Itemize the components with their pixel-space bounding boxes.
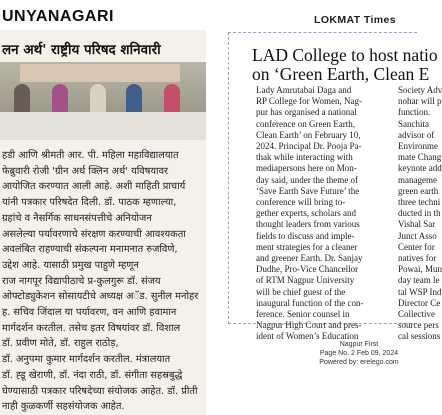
article-text-line: अवलंबित राहण्याची संकल्पना मनामनात रुजविणे,	[2, 244, 178, 256]
article-text-line: Collective	[398, 309, 435, 320]
article-text-line: ग्रहांचे व नैसर्गिक साधनसंपत्तीचे अनियोजन	[2, 212, 152, 224]
footer-line: Powered by: erelego.com	[319, 359, 399, 366]
marathi-article	[0, 30, 206, 415]
article-column-1	[256, 85, 398, 343]
article-text-line: mediapersons here on Mon-	[256, 163, 357, 174]
article-text-line: fields to discuss and imple-	[256, 230, 355, 241]
left-clipping	[0, 0, 210, 415]
footer-line: Nagpur First	[339, 341, 379, 348]
article-text-line: day said, under the theme of	[256, 174, 358, 185]
article-text-line: and greener Earth. Dr. Sanjay	[256, 253, 363, 264]
article-text-line: मार्गदर्शन करतील. तसेच इतर विषयांवर डॉ. विशाल	[2, 322, 181, 334]
article-text-line: असलेल्या पर्यावरणाचे संरक्षण करण्याची आवश्यकता	[2, 228, 186, 240]
article-photo	[0, 62, 206, 140]
article-text-line: Junct Asso	[398, 230, 437, 241]
article-text-line: उद्देश आहे. यासाठी प्रमुख पाहुणे म्हणून	[2, 259, 139, 271]
article-text-line: thought leaders from various	[256, 219, 360, 230]
article-headline: लन अर्थ' राष्ट्रीय परिषद शनिवारी	[2, 42, 161, 58]
article-text-line: advisor of	[398, 129, 435, 140]
person-figure	[52, 84, 68, 114]
article-text-line: RP College for Women, Nag-	[256, 96, 363, 107]
article-text-line: ment strategies for a cleaner	[256, 241, 358, 252]
person-figure	[90, 84, 106, 114]
stage-banner	[20, 64, 180, 82]
article-text-line: natives for	[398, 253, 437, 264]
article-text-line: manageme	[398, 174, 437, 185]
article-text-line: Lady Amrutabai Daga and	[256, 85, 352, 95]
article-text-line: inaugural function of the con-	[256, 297, 364, 308]
article-text-line: tal WSP Ind	[398, 286, 442, 297]
article-text-line: conference will bring to-	[256, 197, 346, 208]
clipping-footer	[314, 340, 404, 367]
article-text-line: will be chief guest of the	[256, 286, 346, 297]
article-text-line: ducted in th	[398, 208, 441, 219]
person-figure	[126, 84, 142, 114]
article-text-line: ‘Save Earth Save Future’ the	[256, 185, 360, 196]
article-text-line: Nagpur High Court and pres-	[256, 320, 362, 331]
article-headline	[252, 45, 438, 84]
headline-line: on ‘Green Earth, Clean E	[252, 64, 430, 84]
person-figure	[14, 84, 30, 114]
article-text-line: ह. सचिव जिंदाल या पर्यावरण, वन आणि हवामान	[2, 307, 177, 319]
article-text-line: conference on Green Earth,	[256, 118, 355, 129]
article-text-line: आयोजित करण्यात आली आहे. अशी माहिती प्राचार्य	[2, 181, 186, 193]
article-text-line: घेण्यासाठी पत्रकार परिषदेच्या संयोजक आहेत. डॉ. प्रीती	[2, 385, 198, 397]
article-text-line: यांनी पत्रकार परिषदेत दिली. डॉ. पाठक म्हणाल्या,	[2, 197, 177, 209]
article-text-line: nohar will p	[398, 96, 442, 107]
article-text-line: नाही कुळकर्णी सहसंयोजक आहेत.	[2, 401, 125, 413]
article-text-line: green earth	[398, 185, 439, 196]
article-text-line: of RTM Nagpur University	[256, 275, 355, 286]
article-text-line: ference. Senior counsel in	[256, 309, 350, 320]
article-text-line: राज नागपूर विद्यापीठाचे प्र-कुलगुरू डॉ. संजय	[2, 275, 161, 287]
article-text-line: Clean Earth’ on February 10,	[256, 129, 361, 140]
article-text-line: cal sessions	[398, 331, 441, 342]
conference-table	[0, 112, 206, 140]
article-column-2	[398, 85, 442, 343]
article-text-line: डॉ. अनुपमा कुमार मार्गदर्शन करतील. मंत्रालयात	[2, 354, 171, 366]
article-text-line: डॉ. प्रवीण मोते, डॉ. राहुल राठोड़,	[2, 338, 119, 350]
person-figure	[164, 84, 180, 114]
article-text-line: डॉ. ह्डू खेराणी, डॉ. नंदा राठी, डॉ. संगीता सहस्रबुद्धे	[2, 369, 183, 381]
article-text-line: function.	[398, 107, 431, 118]
article-text-line: Sanchita	[398, 118, 429, 129]
article-text-line: three techni	[398, 197, 441, 208]
article-text-line: 2024. Principal Dr. Pooja Pa-	[256, 141, 362, 152]
newspaper-name: LOKMAT Times	[314, 14, 397, 26]
article-text-line: Director Ce	[398, 297, 441, 308]
article-text-line: day team le	[398, 275, 440, 286]
article-text-line: ident of Women’s Education	[256, 331, 359, 342]
article-text-line: Vishal Sar	[398, 219, 436, 230]
article-text-line: gether experts, scholars and	[256, 208, 356, 219]
article-text-line: keynote add	[398, 163, 442, 174]
article-text-line: Dudhe, Pro-Vice Chancellor	[256, 264, 359, 275]
article-text-line: Center for	[398, 241, 435, 252]
article-text-line: source pers	[398, 320, 439, 331]
article-text-line: फेब्रुवारी रोजी 'ग्रीन अर्थ क्लिन अर्थ' यविषयावर	[2, 165, 169, 177]
article-text-line: Powai, Mun	[398, 264, 442, 275]
article-body	[2, 148, 204, 415]
article-text-line: Society Adv	[398, 85, 442, 95]
right-clipping	[222, 0, 442, 415]
article-text-line: thak while interacting with	[256, 152, 353, 163]
article-text-line: ओफ्टोड्युकेशन सोसायटीचे अध्यक्ष अॅड. सुनील मनोहर	[2, 291, 199, 303]
article-text-line: mate Chang	[398, 152, 442, 163]
article-text-line: pur has organised a national	[256, 107, 357, 118]
newspaper-masthead: UNYANAGARI	[2, 8, 114, 25]
article-text-line: Environme	[398, 141, 438, 152]
headline-line: LAD College to host natio	[252, 45, 438, 65]
article-text-line: हडी आणि श्रीमती आर. पी. महिला महाविद्यालयात	[2, 150, 179, 161]
footer-line: Page No. 2 Feb 09, 2024	[319, 350, 399, 357]
